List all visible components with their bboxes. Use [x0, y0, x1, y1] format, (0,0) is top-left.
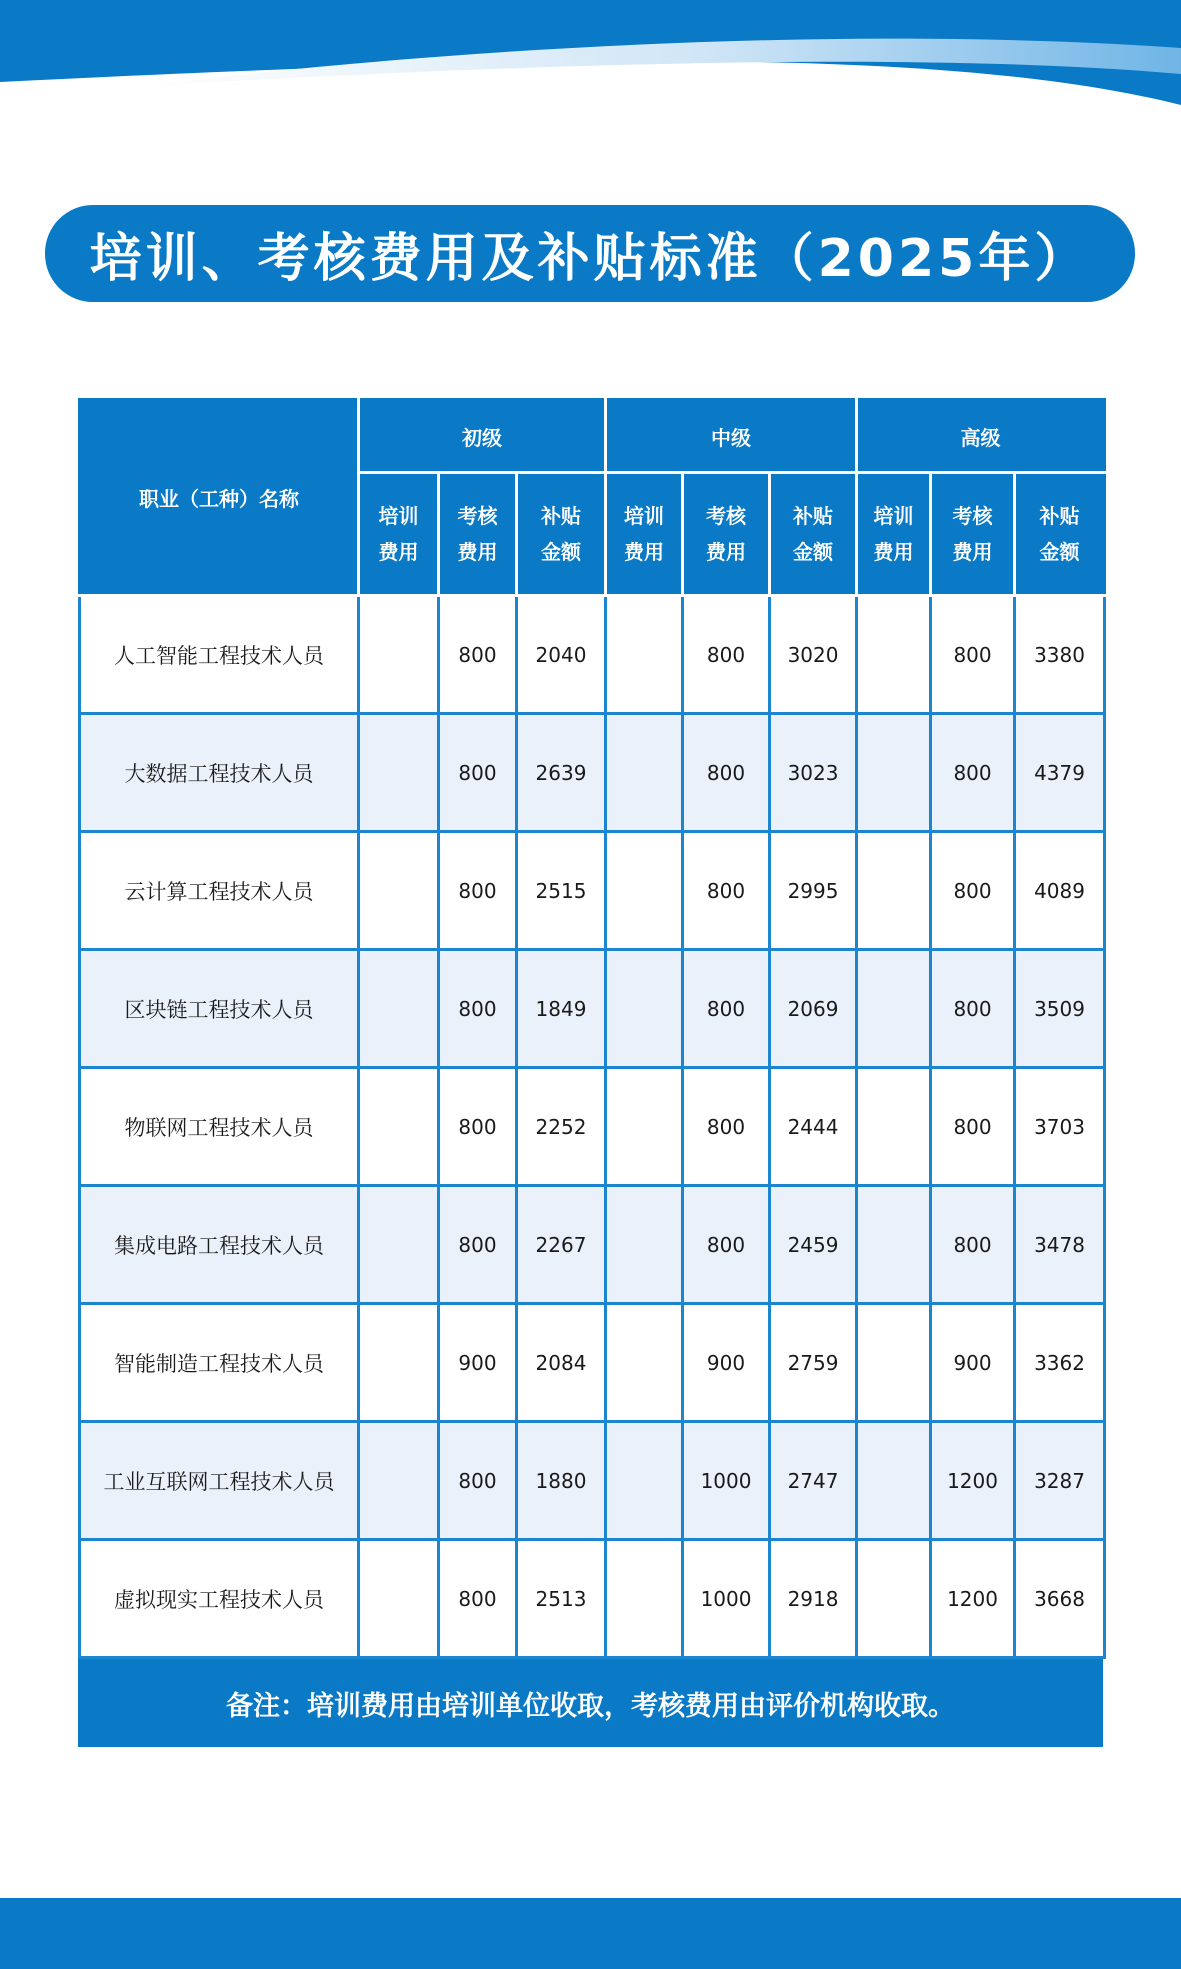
value-cell: [359, 596, 439, 714]
value-cell: 800: [439, 1068, 517, 1186]
value-cell: [857, 1186, 931, 1304]
table-row: [80, 714, 1105, 832]
sub-header: [770, 473, 857, 596]
value-cell: 2084: [517, 1304, 606, 1422]
value-cell: [857, 1422, 931, 1540]
sub-header-line: 费用: [873, 540, 914, 564]
sub-header-line: 费用: [378, 540, 419, 564]
table-row: [80, 1540, 1105, 1658]
occupation-name-cell: 区块链工程技术人员: [80, 950, 359, 1068]
value-cell: [359, 1422, 439, 1540]
sub-header: [1015, 473, 1105, 596]
sub-header: [439, 473, 517, 596]
table-body: [80, 596, 1105, 1658]
value-cell: 2759: [770, 1304, 857, 1422]
value-cell: 1200: [931, 1540, 1015, 1658]
value-cell: 800: [931, 1186, 1015, 1304]
value-cell: 900: [439, 1304, 517, 1422]
value-cell: [359, 1540, 439, 1658]
value-cell: [359, 1068, 439, 1186]
value-cell: 2513: [517, 1540, 606, 1658]
level-header: 中级: [606, 400, 857, 473]
page-title-banner: [45, 205, 1135, 302]
value-cell: 2040: [517, 596, 606, 714]
bottom-band: [0, 1898, 1181, 1969]
value-cell: [857, 1304, 931, 1422]
value-cell: [359, 832, 439, 950]
value-cell: 2995: [770, 832, 857, 950]
occupation-name-cell: 大数据工程技术人员: [80, 714, 359, 832]
sub-header-line: 金额: [541, 540, 581, 564]
value-cell: 3478: [1015, 1186, 1105, 1304]
value-cell: 3509: [1015, 950, 1105, 1068]
value-cell: 2267: [517, 1186, 606, 1304]
value-cell: 3703: [1015, 1068, 1105, 1186]
value-cell: [359, 1304, 439, 1422]
value-cell: 800: [931, 596, 1015, 714]
value-cell: 2639: [517, 714, 606, 832]
sub-header-line: 费用: [706, 540, 747, 564]
top-banner-swoosh: [0, 0, 1181, 110]
sub-header: [606, 473, 683, 596]
sub-header-line: 金额: [1039, 540, 1080, 564]
value-cell: 2515: [517, 832, 606, 950]
value-cell: 3287: [1015, 1422, 1105, 1540]
fee-subsidy-table: [78, 398, 1106, 1659]
value-cell: 1200: [931, 1422, 1015, 1540]
sub-header: [931, 473, 1015, 596]
value-cell: 1880: [517, 1422, 606, 1540]
value-cell: 3023: [770, 714, 857, 832]
occupation-name-cell: 云计算工程技术人员: [80, 832, 359, 950]
value-cell: 800: [683, 950, 770, 1068]
table-row: [80, 1304, 1105, 1422]
value-cell: 900: [931, 1304, 1015, 1422]
table-row: [80, 1068, 1105, 1186]
value-cell: [359, 950, 439, 1068]
value-cell: [857, 1540, 931, 1658]
value-cell: 800: [931, 950, 1015, 1068]
occupation-name-header: 职业（工种）名称: [80, 400, 359, 596]
value-cell: 3380: [1015, 596, 1105, 714]
value-cell: [606, 1186, 683, 1304]
value-cell: [857, 1068, 931, 1186]
sub-header-line: 补贴: [793, 504, 834, 528]
value-cell: [606, 1422, 683, 1540]
value-cell: 2069: [770, 950, 857, 1068]
value-cell: 3362: [1015, 1304, 1105, 1422]
table-header: [80, 400, 1105, 596]
sub-header-line: 考核: [457, 504, 498, 528]
value-cell: 2918: [770, 1540, 857, 1658]
value-cell: 800: [439, 950, 517, 1068]
value-cell: [359, 714, 439, 832]
value-cell: [606, 714, 683, 832]
value-cell: 2444: [770, 1068, 857, 1186]
value-cell: 800: [683, 1186, 770, 1304]
value-cell: [606, 1068, 683, 1186]
value-cell: 2459: [770, 1186, 857, 1304]
sub-header-line: 补贴: [541, 504, 581, 528]
value-cell: [606, 950, 683, 1068]
table-row: [80, 596, 1105, 714]
value-cell: 1849: [517, 950, 606, 1068]
sub-header-line: 培训: [378, 504, 419, 528]
occupation-name-cell: 物联网工程技术人员: [80, 1068, 359, 1186]
value-cell: [606, 596, 683, 714]
level-header: 初级: [359, 400, 606, 473]
sub-header: [359, 473, 439, 596]
table-row: [80, 1186, 1105, 1304]
value-cell: 800: [683, 596, 770, 714]
value-cell: 2747: [770, 1422, 857, 1540]
occupation-name-cell: 虚拟现实工程技术人员: [80, 1540, 359, 1658]
value-cell: 2252: [517, 1068, 606, 1186]
value-cell: 4089: [1015, 832, 1105, 950]
value-cell: 800: [683, 1068, 770, 1186]
occupation-name-cell: 人工智能工程技术人员: [80, 596, 359, 714]
value-cell: 1000: [683, 1540, 770, 1658]
value-cell: 3020: [770, 596, 857, 714]
value-cell: 3668: [1015, 1540, 1105, 1658]
header-level-row: [80, 400, 1105, 473]
fee-table-container: [78, 398, 1103, 1747]
value-cell: 800: [931, 832, 1015, 950]
value-cell: 800: [931, 1068, 1015, 1186]
page-title: 培训、考核费用及补贴标准（2025年）: [89, 229, 1091, 289]
sub-header: [517, 473, 606, 596]
occupation-name-cell: 集成电路工程技术人员: [80, 1186, 359, 1304]
value-cell: 800: [683, 832, 770, 950]
sub-header-line: 培训: [624, 504, 665, 528]
sub-header-line: 费用: [952, 540, 993, 564]
value-cell: 800: [439, 1422, 517, 1540]
value-cell: [857, 596, 931, 714]
value-cell: [857, 832, 931, 950]
occupation-name-cell: 工业互联网工程技术人员: [80, 1422, 359, 1540]
sub-header-line: 费用: [457, 540, 498, 564]
sub-header-line: 金额: [793, 540, 834, 564]
table-row: [80, 950, 1105, 1068]
value-cell: [359, 1186, 439, 1304]
value-cell: 800: [683, 714, 770, 832]
sub-header: [683, 473, 770, 596]
level-header: 高级: [857, 400, 1105, 473]
value-cell: [857, 714, 931, 832]
value-cell: [857, 950, 931, 1068]
sub-header-line: 费用: [624, 540, 665, 564]
occupation-name-cell: 智能制造工程技术人员: [80, 1304, 359, 1422]
value-cell: 800: [439, 596, 517, 714]
value-cell: 4379: [1015, 714, 1105, 832]
note-text: 备注：培训费用由培训单位收取，考核费用由评价机构收取。: [226, 1690, 955, 1722]
value-cell: 800: [439, 1540, 517, 1658]
value-cell: 1000: [683, 1422, 770, 1540]
value-cell: 800: [931, 714, 1015, 832]
value-cell: [606, 1540, 683, 1658]
value-cell: [606, 1304, 683, 1422]
sub-header-line: 考核: [706, 504, 747, 528]
value-cell: 800: [439, 832, 517, 950]
sub-header-line: 补贴: [1039, 504, 1080, 528]
table-row: [80, 832, 1105, 950]
sub-header: [857, 473, 931, 596]
sub-header-line: 考核: [952, 504, 993, 528]
value-cell: 800: [439, 1186, 517, 1304]
value-cell: 900: [683, 1304, 770, 1422]
note-bar: [78, 1659, 1103, 1747]
value-cell: 800: [439, 714, 517, 832]
sub-header-line: 培训: [873, 504, 914, 528]
value-cell: [606, 832, 683, 950]
table-row: [80, 1422, 1105, 1540]
